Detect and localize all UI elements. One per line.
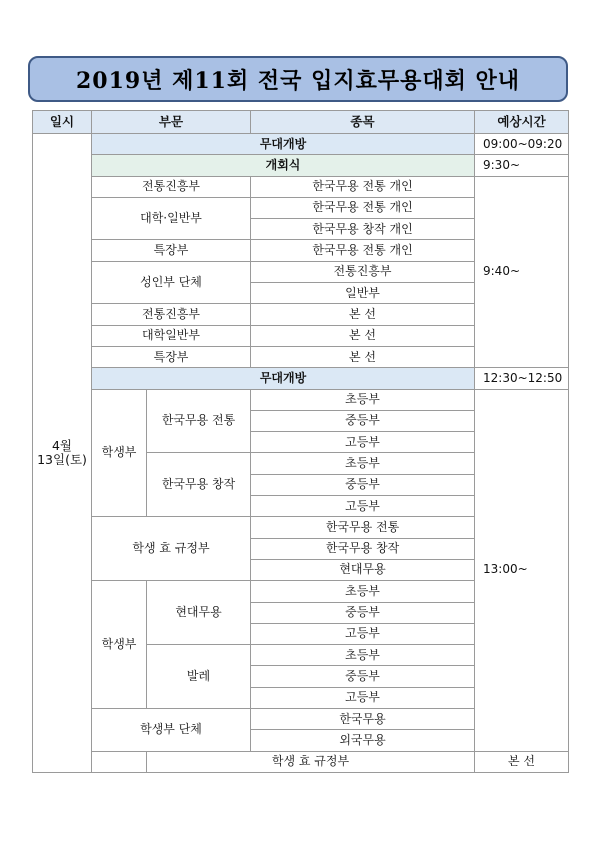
event-cell: 한국무용 창작 xyxy=(251,538,475,559)
date-day: 13일(토) xyxy=(37,451,87,467)
event-cell: 고등부 xyxy=(251,432,475,453)
table-row xyxy=(33,389,569,410)
event-cell: 한국무용 전통 개인 xyxy=(251,240,475,261)
subdivision-cell: 한국무용 전통 xyxy=(147,389,251,453)
division-cell: 학생부 xyxy=(92,581,147,709)
band-label: 무대개방 xyxy=(92,134,475,155)
header-row xyxy=(33,111,569,134)
event-cell: 중등부 xyxy=(251,474,475,495)
event-cell: 고등부 xyxy=(251,496,475,517)
band-row-open2 xyxy=(33,368,569,389)
table-row-final xyxy=(33,751,569,772)
band-label: 개회식 xyxy=(92,155,475,176)
date-cell xyxy=(33,134,92,773)
date-month: 4월 xyxy=(51,438,73,454)
header-event: 종목 xyxy=(251,111,475,134)
division-cell: 대학·일반부 xyxy=(92,197,251,240)
event-cell: 중등부 xyxy=(251,410,475,431)
event-cell: 초등부 xyxy=(251,581,475,602)
event-cell: 초등부 xyxy=(251,389,475,410)
event-cell: 외국무용 xyxy=(251,730,475,751)
event-cell: 본 선 xyxy=(251,346,475,367)
division-cell: 특장부 xyxy=(92,240,251,261)
division-cell: 성인부 단체 xyxy=(92,261,251,304)
time-cell: 13:00~ xyxy=(475,389,569,751)
event-cell: 고등부 xyxy=(251,687,475,708)
event-cell: 초등부 xyxy=(251,453,475,474)
division-cell: 학생부 단체 xyxy=(92,709,251,752)
event-cell: 현대무용 xyxy=(251,559,475,580)
band-row-open1 xyxy=(33,134,569,155)
schedule-table xyxy=(32,110,569,773)
event-cell: 본 선 xyxy=(251,325,475,346)
division-cell: 학생 효 규정부 xyxy=(147,751,475,772)
division-cell: 학생부 xyxy=(92,389,147,517)
event-cell: 한국무용 전통 개인 xyxy=(251,197,475,218)
header-time: 예상시간 xyxy=(475,111,569,134)
event-cell: 본 선 xyxy=(475,751,569,772)
band-row-ceremony xyxy=(33,155,569,176)
subdivision-cell: 현대무용 xyxy=(147,581,251,645)
band-label: 무대개방 xyxy=(92,368,475,389)
event-cell: 고등부 xyxy=(251,623,475,644)
subdivision-cell: 발레 xyxy=(147,645,251,709)
header-date: 일시 xyxy=(33,111,92,134)
empty-date-cell xyxy=(92,751,147,772)
event-cell: 중등부 xyxy=(251,666,475,687)
time-cell: 9:40~ xyxy=(475,176,569,368)
division-cell: 대학일반부 xyxy=(92,325,251,346)
event-cell: 한국무용 전통 xyxy=(251,517,475,538)
event-cell: 초등부 xyxy=(251,645,475,666)
header-division: 부문 xyxy=(92,111,251,134)
band-time: 9:30~ xyxy=(475,155,569,176)
subdivision-cell: 한국무용 창작 xyxy=(147,453,251,517)
band-time: 09:00~09:20 xyxy=(475,134,569,155)
division-cell: 전통진흥부 xyxy=(92,176,251,197)
event-cell: 한국무용 창작 개인 xyxy=(251,219,475,240)
division-cell: 특장부 xyxy=(92,346,251,367)
event-cell: 한국무용 xyxy=(251,709,475,730)
event-cell: 한국무용 전통 개인 xyxy=(251,176,475,197)
event-cell: 전통진흥부 xyxy=(251,261,475,282)
band-time: 12:30~12:50 xyxy=(475,368,569,389)
event-cell: 중등부 xyxy=(251,602,475,623)
page-title: 2019년 제11회 전국 입지효무용대회 안내 xyxy=(28,56,568,102)
event-cell: 일반부 xyxy=(251,283,475,304)
event-cell: 본 선 xyxy=(251,304,475,325)
table-row xyxy=(33,176,569,197)
division-cell: 학생 효 규정부 xyxy=(92,517,251,581)
division-cell: 전통진흥부 xyxy=(92,304,251,325)
